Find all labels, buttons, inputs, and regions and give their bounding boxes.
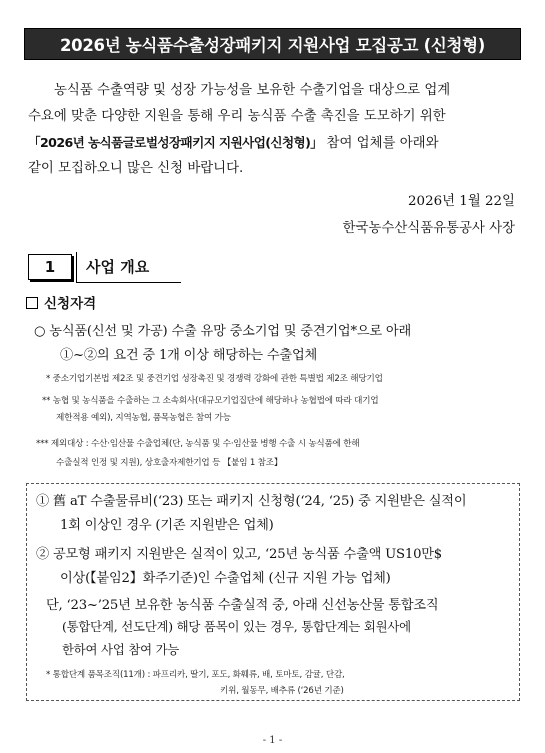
note-3-line-2: 수출실적 인정 및 지원), 상호출자제한기업 등 【붙임 1 참조】 xyxy=(56,458,283,468)
page-title-banner xyxy=(24,28,521,60)
eligibility-heading xyxy=(26,292,96,312)
announcement-date: 2026년 1월 22일 xyxy=(408,194,515,209)
page-title: 2026년 농식품수출성장패키지 지원사업 모집공고 (신청형) xyxy=(59,36,486,55)
program-name: 「2026년 농식품글로벌성장패키지 지원사업(신청형)」 xyxy=(28,135,323,150)
intro-line-3-rest: 참여 업체를 아래와 xyxy=(322,136,439,151)
requirement-2-line-2: 이상(【붙임2】화주기준)인 수출업체 (신규 지원 가능 업체) xyxy=(60,571,391,586)
section-number-text: 1 xyxy=(44,258,56,276)
signer: 한국농수산식품유통공사 사장 xyxy=(342,221,515,236)
page-number: - 1 - xyxy=(262,735,283,746)
condition-line-2: (통합단계, 선도단계) 해당 품목이 있는 경우, 통합단계는 회원사에 xyxy=(62,619,411,634)
intro-line-2: 수요에 맞춘 다양한 지원을 통해 우리 농식품 수출 촉진을 도모하기 위한 xyxy=(28,109,446,124)
box-note-line-2: 키위, 월동무, 배추류 (‘26년 기준) xyxy=(220,686,344,696)
note-2-line-1: ** 농협 및 농식품을 수출하는 그 소속회사(대규모기업집단에 해당하나 농협법에 따라 대기업 xyxy=(42,396,379,406)
eligibility-heading-text: 신청자격 xyxy=(44,296,97,312)
section-number xyxy=(28,254,72,280)
condition-line-3: 한하여 사업 참여 가능 xyxy=(62,642,180,657)
intro-line-3 xyxy=(28,130,518,157)
requirement-1-line-2: 1회 이상인 경우 (기존 지원받은 업체) xyxy=(60,518,274,533)
checkbox-icon xyxy=(26,297,38,309)
requirement-2-line-1: ② 공모형 패키지 지원받은 실적이 있고, ‘25년 농식품 수출액 US10만$ xyxy=(36,547,442,562)
eligibility-line-2: ①~②의 요건 중 1개 이상 해당하는 수출업체 xyxy=(60,348,318,363)
note-3-line-1: *** 제외대상 : 수산·임산물 수출업체(단, 농식품 및 수·임산물 병행 수출 시 농식품에 한해 xyxy=(36,439,360,449)
condition-line-1: 단, ‘23~’25년 보유한 농식품 수출실적 중, 아래 신선농산물 통합조직 xyxy=(46,598,439,613)
requirement-1-line-1: ① 舊 aT 수출물류비(‘23) 또는 패키지 신청형(‘24, ‘25) 중 지원받은 실적이 xyxy=(36,494,467,509)
note-1: * 중소기업기본법 제2조 및 중견기업 성장촉진 및 경쟁력 강화에 관한 특별법 제2조 해당기업 xyxy=(46,374,383,384)
eligibility-line-1: ○ 농식품(신선 및 가공) 수출 유망 중소기업 및 중견기업*으로 아래 xyxy=(34,324,411,339)
box-note-line-1: * 통합단계 품목조직(11개) : 파프리카, 딸기, 포도, 화훼류, 배, 토마토, 감귤, 단감, xyxy=(46,670,345,680)
intro-line-4: 같이 모집하오니 많은 신청 바랍니다. xyxy=(28,161,244,176)
intro-line-1: 농식품 수출역량 및 성장 가능성을 보유한 수출기업을 대상으로 업계 xyxy=(54,83,451,98)
note-2-line-2: 제한적용 예외), 지역농협, 품목농협은 참여 가능 xyxy=(56,413,231,423)
section-title: 사업 개요 xyxy=(86,258,150,276)
